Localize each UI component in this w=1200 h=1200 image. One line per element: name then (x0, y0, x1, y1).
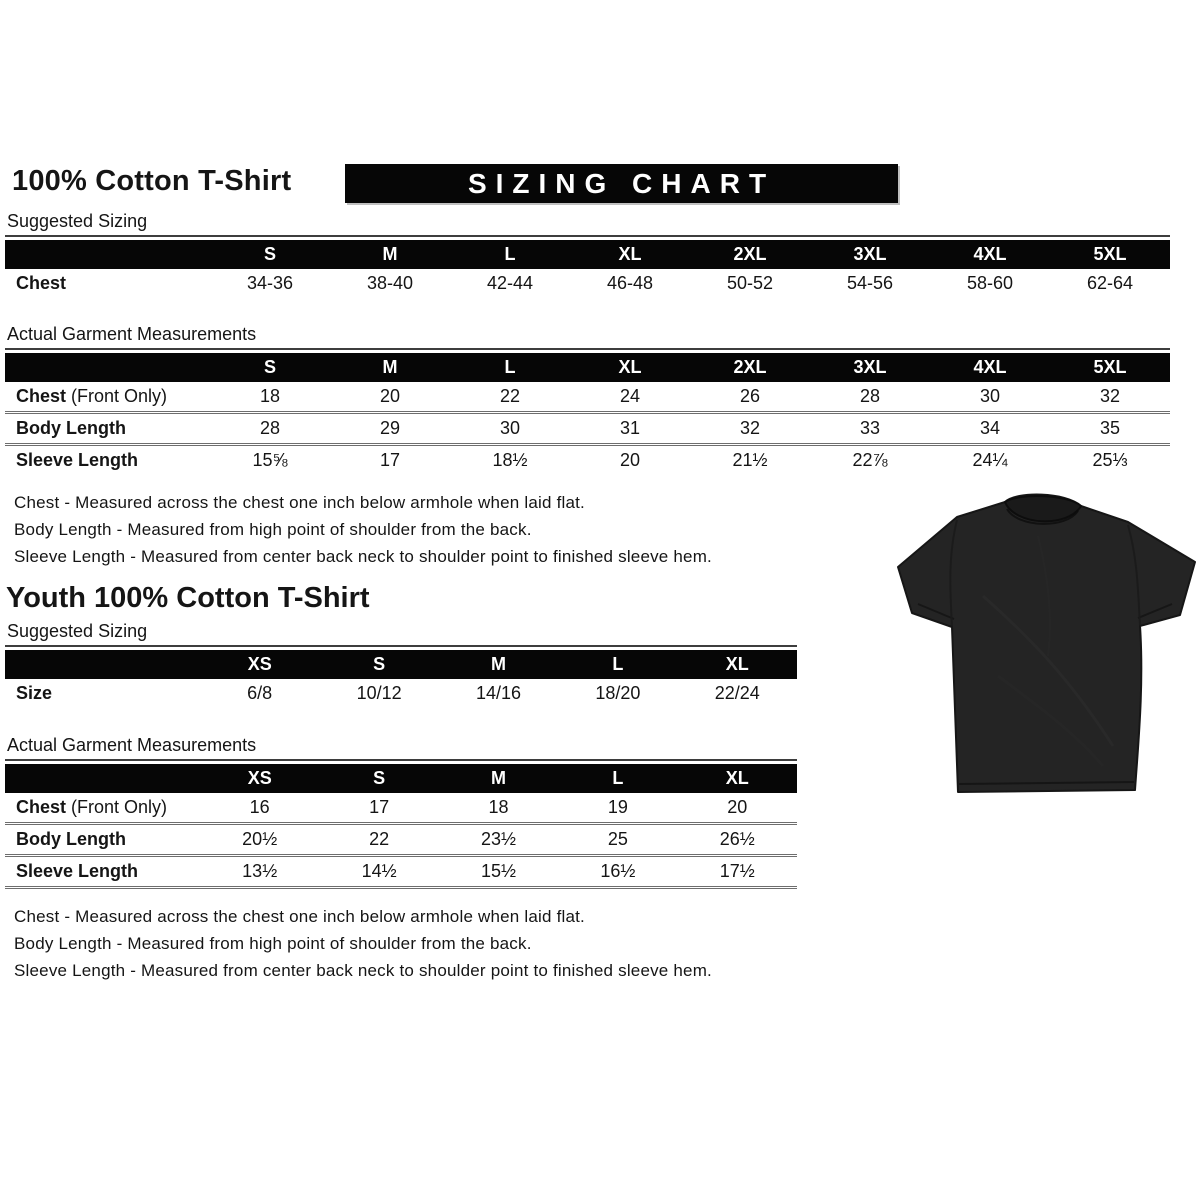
size-value: 38-40 (366, 273, 414, 293)
note-sleeve-length: Sleeve Length - Measured from center back neck to shoulder point to finished sleeve hem. (14, 961, 712, 980)
measurement-value: 24 (619, 386, 641, 406)
table-row (5, 382, 1170, 414)
row-label-text: Chest (16, 386, 67, 406)
measurement-value: 13½ (242, 861, 278, 881)
row-label-suffix: (Front Only) (66, 386, 168, 406)
measurement-value: 15⅝ (252, 450, 288, 470)
measurement-value: 28 (259, 418, 281, 438)
col-header: S (210, 353, 330, 382)
col-header: L (450, 240, 570, 269)
row-label-text: Chest (16, 797, 67, 817)
measurement-value: 16 (249, 797, 270, 817)
measurement-value: 35 (1099, 418, 1121, 438)
table-row (5, 269, 1170, 298)
col-header: XS (200, 764, 319, 793)
measurement-value: 21½ (732, 450, 768, 470)
measurement-value: 29 (379, 418, 401, 438)
measurement-value: 24¼ (972, 450, 1008, 470)
row-label (5, 857, 200, 886)
measurement-value: 20 (727, 797, 748, 817)
measurement-value: 23½ (480, 829, 517, 849)
note-chest: Chest - Measured across the chest one inch below armhole when laid flat. (14, 907, 585, 926)
adult-suggested-table (5, 240, 1195, 298)
measurement-value: 22 (369, 829, 390, 849)
size-value: 6/8 (247, 683, 273, 703)
measurement-value: 20½ (242, 829, 278, 849)
note-body-length: Body Length - Measured from high point of shoulder from the back. (14, 520, 532, 539)
size-value: 50-52 (726, 273, 774, 293)
row-label (5, 414, 210, 443)
size-value: 18/20 (595, 683, 641, 703)
page-title: 100% Cotton T-Shirt (12, 165, 292, 197)
table-header-row (5, 240, 1170, 269)
col-header: XL (570, 240, 690, 269)
tshirt-image (888, 476, 1198, 818)
table-header-row (5, 650, 797, 679)
measurement-value: 32 (739, 418, 761, 438)
measurement-value: 34 (979, 418, 1001, 438)
corner-cell (5, 650, 200, 679)
measurement-value: 19 (607, 797, 628, 817)
col-header: L (450, 353, 570, 382)
col-header: 3XL (810, 353, 930, 382)
col-header: S (319, 650, 438, 679)
corner-cell (5, 353, 210, 382)
note-chest: Chest - Measured across the chest one inch below armhole when laid flat. (14, 493, 585, 512)
col-header: M (330, 240, 450, 269)
row-label (5, 825, 200, 854)
col-header: XS (200, 650, 319, 679)
measurement-value: 32 (1099, 386, 1121, 406)
col-header: 5XL (1050, 353, 1170, 382)
col-header: L (558, 650, 677, 679)
table-row (5, 857, 797, 889)
table-row (5, 446, 1170, 475)
col-header: 4XL (930, 240, 1050, 269)
col-header: 2XL (690, 353, 810, 382)
youth-measurements-heading: Actual Garment Measurements (5, 735, 797, 761)
row-label (5, 793, 200, 822)
size-value: 58-60 (966, 273, 1014, 293)
adult-measurements-heading: Actual Garment Measurements (5, 324, 1170, 350)
row-label-text: Sleeve Length (16, 861, 139, 881)
youth-title: Youth 100% Cotton T-Shirt (6, 582, 370, 614)
note-body-length: Body Length - Measured from high point of shoulder from the back. (14, 934, 532, 953)
row-label-text: Sleeve Length (16, 450, 139, 470)
measurement-value: 17 (369, 797, 390, 817)
col-header: M (439, 650, 558, 679)
measurement-value: 16½ (600, 861, 636, 881)
measurement-value: 18 (259, 386, 281, 406)
measurement-value: 22 (499, 386, 521, 406)
size-value: 10/12 (356, 683, 402, 703)
table-row (5, 825, 797, 857)
size-value: 42-44 (486, 273, 534, 293)
measurement-value: 30 (499, 418, 521, 438)
measurement-value: 28 (859, 386, 881, 406)
col-header: S (319, 764, 438, 793)
measurement-value: 31 (619, 418, 641, 438)
measurement-value: 14½ (361, 861, 397, 881)
row-label-text: Size (16, 683, 53, 703)
row-label-text: Body Length (16, 418, 126, 438)
col-header: XL (570, 353, 690, 382)
measurement-value: 33 (859, 418, 881, 438)
measurement-value: 25 (607, 829, 628, 849)
row-label (5, 679, 200, 708)
measurement-value: 17½ (719, 861, 755, 881)
size-value: 54-56 (846, 273, 894, 293)
note-sleeve-length: Sleeve Length - Measured from center back neck to shoulder point to finished sleeve hem. (14, 547, 712, 566)
col-header: XL (678, 764, 797, 793)
measurement-value: 20 (619, 450, 641, 470)
table-header-row (5, 764, 797, 793)
tshirt-body (898, 495, 1195, 792)
adult-measurements-table (5, 353, 1195, 475)
measurement-value: 15½ (480, 861, 517, 881)
measurement-value: 26 (739, 386, 761, 406)
row-label-text: Chest (16, 273, 67, 293)
measurement-value: 18 (488, 797, 509, 817)
row-label (5, 269, 210, 298)
measurement-value: 30 (979, 386, 1001, 406)
measurement-value: 22⅞ (852, 450, 888, 470)
table-header-row (5, 353, 1170, 382)
col-header: 2XL (690, 240, 810, 269)
measurement-value: 25⅓ (1092, 450, 1128, 470)
table-row (5, 679, 797, 708)
youth-notes (14, 903, 1195, 984)
col-header: M (439, 764, 558, 793)
col-header: 4XL (930, 353, 1050, 382)
col-header: L (558, 764, 677, 793)
size-value: 46-48 (606, 273, 654, 293)
size-value: 14/16 (475, 683, 522, 703)
measurement-value: 20 (379, 386, 401, 406)
row-label (5, 446, 210, 475)
col-header: XL (678, 650, 797, 679)
col-header: 5XL (1050, 240, 1170, 269)
col-header: S (210, 240, 330, 269)
measurement-value: 26½ (719, 829, 755, 849)
youth-suggested-heading: Suggested Sizing (5, 621, 797, 647)
size-value: 22/24 (714, 683, 760, 703)
table-row (5, 414, 1170, 446)
col-header: M (330, 353, 450, 382)
size-value: 62-64 (1086, 273, 1134, 293)
corner-cell (5, 764, 200, 793)
col-header: 3XL (810, 240, 930, 269)
row-label (5, 382, 210, 411)
adult-suggested-heading: Suggested Sizing (5, 211, 1170, 237)
size-value: 34-36 (246, 273, 294, 293)
row-label-text: Body Length (16, 829, 126, 849)
row-label-suffix: (Front Only) (66, 797, 168, 817)
tshirt-photo (888, 476, 1198, 818)
table-row (5, 793, 797, 825)
measurement-value: 18½ (492, 450, 528, 470)
sizing-chart-banner: SIZING CHART (345, 164, 898, 203)
adult-header-row (5, 164, 1195, 206)
measurement-value: 17 (379, 450, 401, 470)
corner-cell (5, 240, 210, 269)
